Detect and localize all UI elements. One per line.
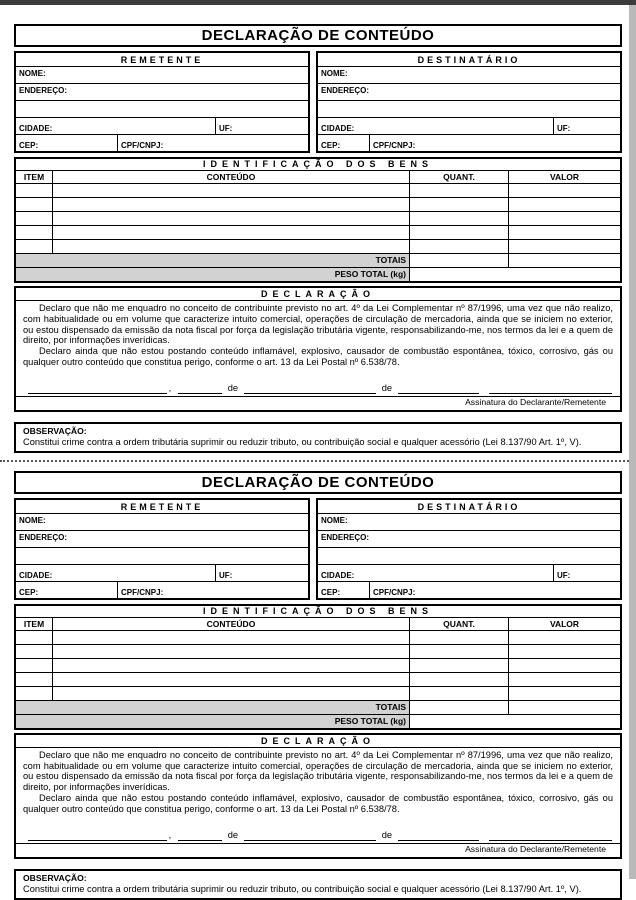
form-title: DECLARAÇÃO DE CONTEÚDO <box>201 27 435 44</box>
declaration-paragraph-2: Declaro ainda que não estou postando conteúdo inflamável, explosivo, causador de combustão espontânea, tóxico, corrosivo, gás ou qualquer outro conteúdo que constitua perigo, conforme o art. 13 da Lei Postal nº 6.538/78. <box>23 346 613 367</box>
col-header-quant: QUANT. <box>410 171 509 183</box>
signature-label: Assinatura do Declarante/Remetente <box>465 843 606 854</box>
zip-label: CEP: <box>321 587 341 597</box>
form-copy-2 <box>14 471 622 900</box>
recipient-box <box>316 498 622 600</box>
goods-row <box>16 183 620 197</box>
recipient-city-row <box>318 565 620 582</box>
goods-cell-conteudo <box>53 645 410 658</box>
city-field <box>16 118 215 134</box>
tax-id-field <box>117 582 308 598</box>
form-sheet <box>14 24 622 900</box>
observation-text: Constitui crime contra a ordem tributária suprimir ou reduzir tributo, ou contribuição social e qualquer acessório (Lei 8.137/90 Art. 1º, V). <box>23 436 582 447</box>
city-field <box>318 118 553 134</box>
state-field <box>553 565 620 581</box>
goods-row <box>16 211 620 225</box>
totals-row <box>16 700 620 714</box>
goods-cell-item <box>16 673 53 686</box>
goods-cell-valor <box>509 645 620 658</box>
address-label: ENDEREÇO: <box>19 532 68 542</box>
total-weight-row <box>16 267 620 281</box>
goods-row <box>16 644 620 658</box>
recipient-box <box>316 51 622 153</box>
name-label: NOME: <box>321 69 348 78</box>
goods-header-row <box>16 170 620 183</box>
goods-cell-quant <box>410 645 509 658</box>
goods-cell-conteudo <box>53 687 410 700</box>
date-comma: , <box>168 382 172 393</box>
goods-cell-valor <box>509 198 620 211</box>
sender-city-row <box>16 565 308 582</box>
city-label: CIDADE: <box>321 570 355 580</box>
totals-row <box>16 253 620 267</box>
goods-table <box>14 604 622 730</box>
declaration-box <box>14 286 622 412</box>
form-title-box <box>14 471 622 494</box>
copy-1-slot <box>14 24 622 453</box>
city-field <box>16 565 215 581</box>
goods-row <box>16 197 620 211</box>
goods-cell-conteudo <box>53 212 410 225</box>
goods-cell-quant <box>410 687 509 700</box>
recipient-name-row <box>318 514 620 531</box>
sender-address-row <box>16 84 308 101</box>
observation-text: Constitui crime contra a ordem tributária suprimir ou reduzir tributo, ou contribuição social e qualquer acessório (Lei 8.137/90 Art. 1º, V). <box>23 883 582 894</box>
goods-cell-conteudo <box>53 226 410 239</box>
goods-cell-conteudo <box>53 198 410 211</box>
sender-city-row <box>16 118 308 135</box>
total-weight-label: PESO TOTAL (kg) <box>16 268 410 281</box>
address-label: ENDEREÇO: <box>321 86 370 95</box>
goods-cell-quant <box>410 212 509 225</box>
sender-name-row <box>16 67 308 84</box>
col-header-conteudo: CONTEÚDO <box>53 171 410 183</box>
goods-row <box>16 225 620 239</box>
goods-cell-quant <box>410 631 509 644</box>
copy-2-slot <box>14 471 622 900</box>
tax-id-field <box>117 135 308 151</box>
total-weight-cell <box>410 268 620 281</box>
goods-cell-item <box>16 240 53 253</box>
form-copy-1 <box>14 24 622 453</box>
totals-label: TOTAIS <box>16 701 410 714</box>
observation-label: OBSERVAÇÃO: <box>23 872 87 883</box>
sender-zip-row <box>16 135 308 151</box>
tax-id-label: CPF/CNPJ: <box>373 141 416 150</box>
tax-id-label: CPF/CNPJ: <box>121 587 164 597</box>
zip-label: CEP: <box>19 141 39 150</box>
declaration-title: DECLARAÇÃO <box>16 735 620 748</box>
recipient-zip-row <box>318 135 620 151</box>
city-field <box>318 565 553 581</box>
form-title: DECLARAÇÃO DE CONTEÚDO <box>201 473 435 491</box>
goods-cell-valor <box>509 631 620 644</box>
goods-row <box>16 630 620 644</box>
declaration-paragraph-2: Declaro ainda que não estou postando conteúdo inflamável, explosivo, causador de combustão espontânea, tóxico, corrosivo, gás ou qualquer outro conteúdo que constitua perigo, conforme o art. 13 da Lei Postal nº 6.538/78. <box>23 792 613 814</box>
zip-label: CEP: <box>19 587 39 597</box>
sender-box <box>14 51 310 153</box>
recipient-name-row <box>318 67 620 84</box>
zip-field <box>318 582 369 598</box>
city-label: CIDADE: <box>321 124 355 133</box>
year-blank <box>398 829 479 841</box>
col-header-item: ITEM <box>16 618 53 630</box>
total-weight-cell <box>410 715 620 728</box>
sender-header: REMETENTE <box>16 53 308 67</box>
goods-cell-conteudo <box>53 659 410 672</box>
tax-id-field <box>369 135 620 151</box>
goods-row <box>16 686 620 700</box>
date-word-de: de <box>227 829 239 840</box>
goods-section-title: IDENTIFICAÇÃO DOS BENS <box>202 605 433 616</box>
city-label: CIDADE: <box>19 570 53 580</box>
date-word-de: de <box>227 382 239 393</box>
date-word-de: de <box>381 829 393 840</box>
recipient-header: DESTINATÁRIO <box>318 53 620 67</box>
form-title-box <box>14 24 622 47</box>
day-blank <box>178 382 222 394</box>
declaration-body <box>16 301 620 368</box>
col-header-valor: VALOR <box>549 618 580 629</box>
col-header-quant: QUANT. <box>410 618 509 630</box>
goods-cell-item <box>16 659 53 672</box>
col-header-conteudo: CONTEÚDO <box>53 618 410 630</box>
declaration-body <box>16 748 620 815</box>
month-blank <box>244 382 376 394</box>
date-signature-row <box>16 368 620 394</box>
goods-cell-quant <box>410 198 509 211</box>
observation-box <box>14 422 622 453</box>
name-label: NOME: <box>321 515 348 525</box>
city-label: CIDADE: <box>19 124 53 133</box>
address-label: ENDEREÇO: <box>19 86 68 95</box>
state-label: UF: <box>557 124 571 133</box>
observation-box <box>14 869 622 900</box>
sender-header: REMETENTE <box>16 500 308 514</box>
tax-id-field <box>369 582 620 598</box>
tax-id-label: CPF/CNPJ: <box>121 141 164 150</box>
state-field <box>215 565 308 581</box>
col-header-valor: VALOR <box>549 172 580 182</box>
state-field <box>215 118 308 134</box>
recipient-address-row <box>318 84 620 101</box>
parties-section <box>14 498 622 600</box>
goods-cell-item <box>16 687 53 700</box>
zip-field <box>16 135 117 151</box>
month-blank <box>244 829 376 841</box>
name-label: NOME: <box>19 69 46 78</box>
declaration-paragraph-1: Declaro que não me enquadro no conceito de contribuinte previsto no art. 4º da Lei Complementar nº 87/1996, uma vez que não realizo, com habitualidade ou em volume que caracterize intuito comercial, operações de circulação de mercadoria, ainda que se iniciem no exterior, ou estou dispensado da emissão da nota fiscal por força da legislação tributária vigente, responsabilizando-me, nos termos da lei e a quem de direito, por informações inverídicas. <box>23 303 613 346</box>
state-label: UF: <box>219 570 233 580</box>
sender-address2-row <box>16 101 308 118</box>
scan-edge-right <box>629 0 636 879</box>
goods-cell-valor <box>509 240 620 253</box>
goods-cell-valor <box>509 226 620 239</box>
goods-cell-quant <box>410 226 509 239</box>
totals-valor-cell <box>509 701 620 714</box>
declaration-title: DECLARAÇÃO <box>16 288 620 301</box>
recipient-header: DESTINATÁRIO <box>318 500 620 514</box>
goods-cell-conteudo <box>53 631 410 644</box>
recipient-zip-row <box>318 582 620 598</box>
name-label: NOME: <box>19 515 46 525</box>
goods-section-title: IDENTIFICAÇÃO DOS BENS <box>202 159 433 169</box>
date-word-de: de <box>381 382 393 393</box>
observation-label: OBSERVAÇÃO: <box>23 425 87 436</box>
parties-section <box>14 51 622 153</box>
goods-header-row <box>16 617 620 630</box>
year-blank <box>398 382 479 394</box>
goods-cell-item <box>16 631 53 644</box>
goods-cell-valor <box>509 673 620 686</box>
goods-cell-item <box>16 226 53 239</box>
state-label: UF: <box>219 124 233 133</box>
goods-cell-item <box>16 212 53 225</box>
recipient-address-row <box>318 531 620 548</box>
declaration-paragraph-1: Declaro que não me enquadro no conceito de contribuinte previsto no art. 4º da Lei Complementar nº 87/1996, uma vez que não realizo, com habitualidade ou em volume que caracterize intuito comercial, operações de circulação de mercadoria, ainda que se iniciem no exterior, ou estou dispensado da emissão da nota fiscal por força da legislação tributária vigente, responsabilizando-me, nos termos da lei e a quem de direito, por informações inverídicas. <box>23 749 613 793</box>
totals-quant-cell <box>410 701 509 714</box>
declaration-box <box>14 733 622 859</box>
scan-edge-top <box>0 0 636 5</box>
address-label: ENDEREÇO: <box>321 532 370 542</box>
day-blank <box>178 829 222 841</box>
goods-table <box>14 157 622 283</box>
signature-blank <box>489 382 612 394</box>
goods-cell-quant <box>410 240 509 253</box>
state-field <box>553 118 620 134</box>
signature-label: Assinatura do Declarante/Remetente <box>465 396 606 407</box>
goods-cell-quant <box>410 184 509 197</box>
recipient-address2-row <box>318 548 620 565</box>
place-blank <box>28 382 167 394</box>
total-weight-row <box>16 714 620 728</box>
goods-cell-quant <box>410 673 509 686</box>
date-signature-row <box>16 815 620 841</box>
col-header-item: ITEM <box>16 171 53 183</box>
goods-cell-item <box>16 198 53 211</box>
goods-cell-valor <box>509 212 620 225</box>
totals-quant-cell <box>410 254 509 267</box>
goods-cell-valor <box>509 184 620 197</box>
goods-row <box>16 658 620 672</box>
goods-cell-conteudo <box>53 673 410 686</box>
goods-cell-item <box>16 184 53 197</box>
goods-cell-conteudo <box>53 184 410 197</box>
recipient-city-row <box>318 118 620 135</box>
goods-cell-quant <box>410 659 509 672</box>
zip-field <box>318 135 369 151</box>
signature-blank <box>489 829 612 841</box>
sender-address2-row <box>16 548 308 565</box>
totals-label: TOTAIS <box>16 254 410 267</box>
date-comma: , <box>168 829 172 840</box>
zip-field <box>16 582 117 598</box>
goods-cell-valor <box>509 659 620 672</box>
goods-cell-item <box>16 645 53 658</box>
sender-zip-row <box>16 582 308 598</box>
goods-row <box>16 239 620 253</box>
place-blank <box>28 829 167 841</box>
state-label: UF: <box>557 570 571 580</box>
cut-line-separator <box>0 460 636 462</box>
recipient-address2-row <box>318 101 620 118</box>
goods-cell-valor <box>509 687 620 700</box>
zip-label: CEP: <box>321 141 341 150</box>
sender-box <box>14 498 310 600</box>
totals-valor-cell <box>509 254 620 267</box>
sender-name-row <box>16 514 308 531</box>
sender-address-row <box>16 531 308 548</box>
goods-cell-conteudo <box>53 240 410 253</box>
tax-id-label: CPF/CNPJ: <box>373 587 416 597</box>
total-weight-label: PESO TOTAL (kg) <box>16 715 410 728</box>
goods-row <box>16 672 620 686</box>
